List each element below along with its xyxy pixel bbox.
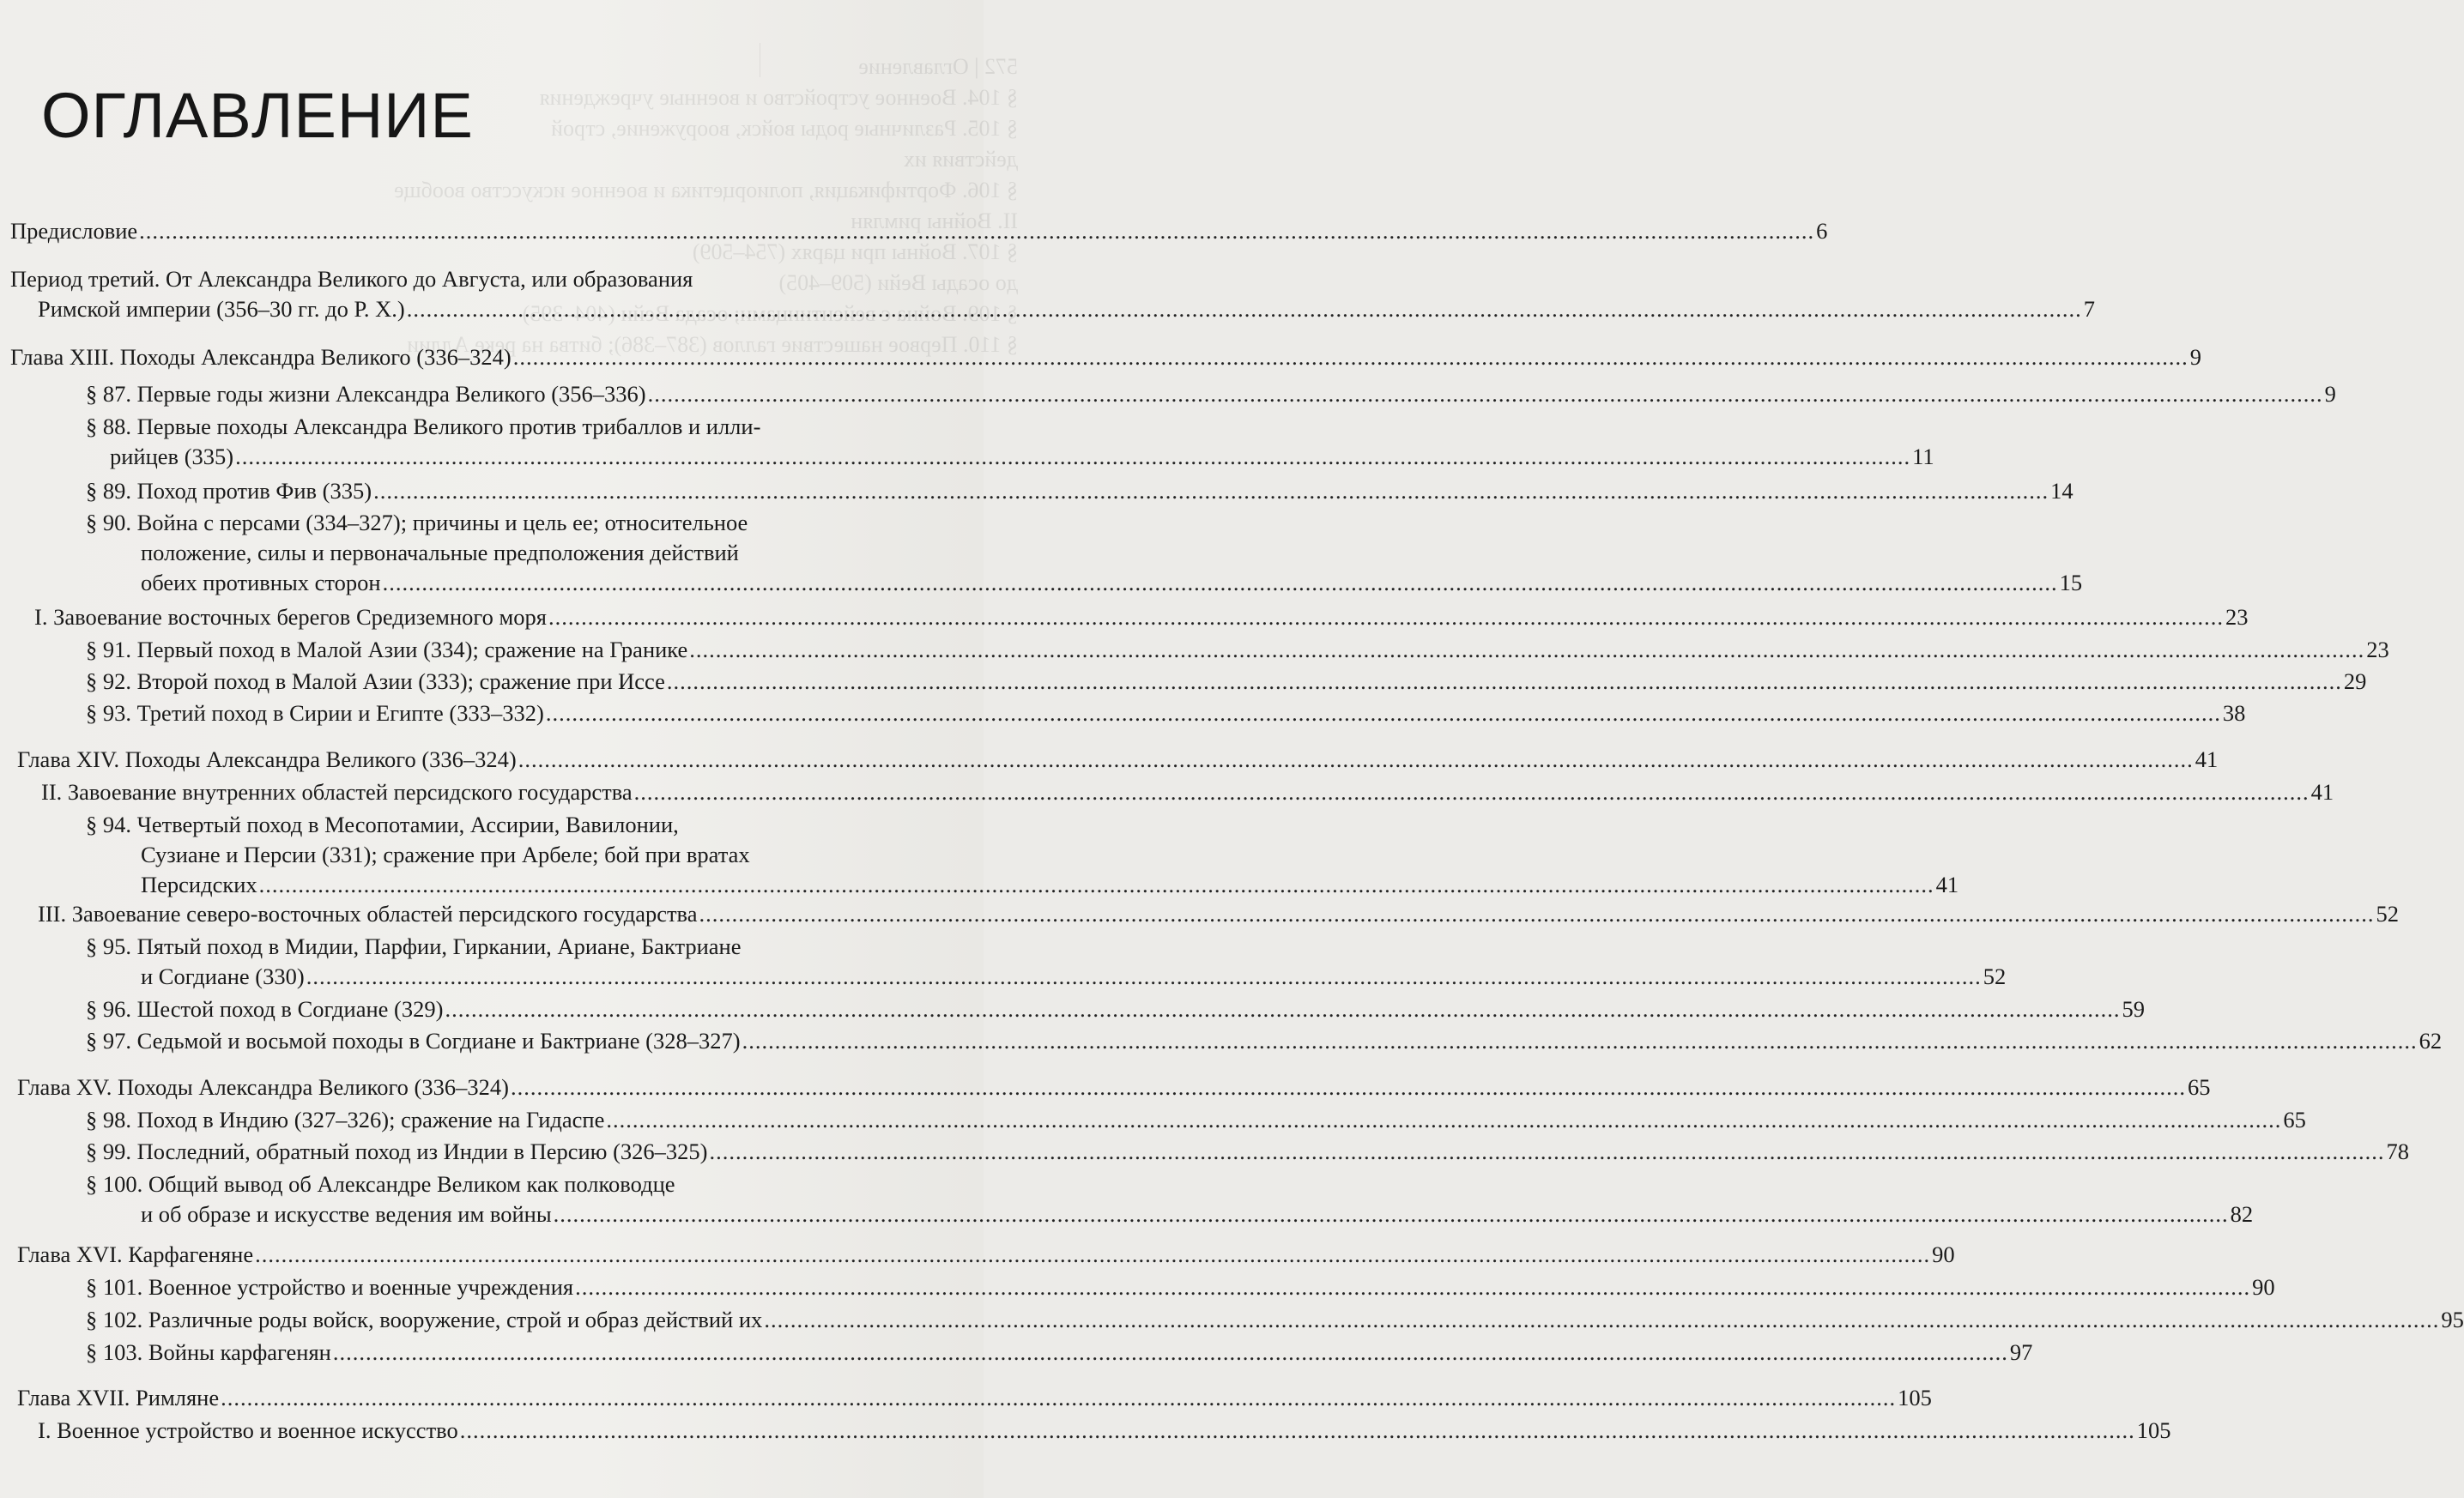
dot-leader [306,962,1982,992]
toc-page-number: 15 [2059,570,2083,595]
toc-page-number: 65 [2187,1074,2211,1100]
toc-entry[interactable] [86,1105,2306,1135]
toc-entry-text: II. Завоевание внутренних областей персидского государства [41,779,633,805]
toc-entry[interactable] [86,1137,2410,1167]
toc-entry[interactable] [86,1026,2443,1056]
toc-entry-text: Персидских [141,872,257,897]
dot-leader [575,1272,2250,1302]
toc-entry-text: § 99. Последний, обратный поход из Индии в Персию (326–325) [86,1139,708,1164]
toc-entry-text: Предисловие [10,218,138,244]
toc-entry[interactable] [86,667,2367,697]
ghost-line: § 110. Первое нашествие галлов (387–386); битва на реке Аллии [407,332,1018,357]
toc-page-number: 78 [2386,1139,2410,1164]
dot-leader [445,994,2120,1024]
toc-entry-text: § 90. Война с персами (334–327); причины и цель ее; относительное [86,510,748,535]
dot-leader [634,777,2310,807]
toc-page-number: 90 [1932,1241,1955,1267]
toc-page-number: 82 [2230,1201,2254,1227]
toc-entry[interactable] [86,932,2007,992]
dot-leader [513,342,2189,372]
toc-entry-text: § 100. Общий вывод об Александре Великом как полководце [86,1171,675,1197]
dot-leader [606,1105,2281,1135]
toc-entry-text: Римской империи (356–30 гг. до Р. Х.) [38,296,405,322]
toc-entry[interactable] [86,1169,2254,1229]
dot-leader [373,476,2049,506]
toc-entry-text: § 101. Военное устройство и военные учреждения [86,1274,574,1300]
toc-entry-text: I. Завоевание восточных берегов Средиземного моря [34,604,547,630]
toc-entry-text: § 98. Поход в Индию (327–326); сражение на Гидаспе [86,1107,605,1133]
toc-page-number: 41 [2195,746,2219,772]
toc-page-number: 6 [1816,218,1828,244]
toc-page-number: 52 [2376,901,2399,927]
toc-entry-text: I. Военное устройство и военное искусство [38,1417,458,1443]
toc-entry[interactable] [86,1272,2275,1302]
toc-page-number: 105 [1898,1385,1932,1410]
toc-entry[interactable] [38,1416,2171,1446]
dot-leader [742,1026,2418,1056]
toc-entry-text: Глава XIV. Походы Александра Великого (336–324) [17,746,517,772]
toc-entry[interactable] [86,412,1934,472]
ghost-line: II. Войны римлян [851,208,1018,233]
ghost-line: § 104. Военное устройство и военные учреждения [539,85,1018,110]
dot-leader [667,667,2342,697]
toc-page-number: 14 [2050,478,2074,504]
toc-entry-text: Глава XIII. Походы Александра Великого (336–324) [10,344,512,370]
toc-entry-text: § 92. Второй поход в Малой Азии (333); сражение при Иссе [86,668,665,694]
ghost-line: § 109. Война с вейентинцами; осада Вейи (404–395) [522,301,1018,326]
toc-entry-text: § 97. Седьмой и восьмой походы в Согдиане и Бактриане (328–327) [86,1028,741,1054]
toc-entry[interactable] [86,476,2074,506]
dot-leader [255,1240,1930,1270]
toc-page-number: 90 [2252,1274,2275,1300]
toc-entry-text: обеих противных сторон [141,570,381,595]
toc-entry[interactable] [86,1305,2464,1335]
toc-entry-text: § 103. Войны карфагенян [86,1339,331,1365]
ghost-line: до осады Вейи (509–405) [778,270,1018,295]
toc-page-number: 38 [2222,700,2246,726]
toc-page-number: 97 [2009,1339,2033,1365]
toc-entry[interactable] [86,994,2145,1024]
toc-entry-text: § 91. Первый поход в Малой Азии (334); сражение на Гранике [86,637,688,662]
toc-entry[interactable] [17,745,2219,775]
toc-page-number: 29 [2343,668,2367,694]
toc-page-number: 23 [2225,604,2249,630]
toc-entry[interactable] [17,1383,1932,1413]
toc-entry-text: Глава XVI. Карфагеняне [17,1241,254,1267]
toc-entry-text: III. Завоевание северо-восточных областей персидского государства [38,901,698,927]
toc-entry[interactable] [86,810,1959,900]
toc-entry[interactable] [34,602,2249,632]
toc-page-number: 9 [2324,381,2336,407]
dot-leader [235,442,1910,472]
toc-entry[interactable] [17,1240,1955,1270]
dot-leader [511,1072,2186,1102]
toc-entry-text: и Согдиане (330) [141,963,305,989]
toc-entry[interactable] [86,508,2083,598]
toc-entry-text: § 94. Четвертый поход в Месопотамии, Ассирии, Вавилонии, [86,812,679,837]
toc-entry[interactable] [41,777,2334,807]
dot-leader [383,568,2058,598]
toc-entry[interactable] [86,635,2389,665]
dot-leader [554,1199,2229,1229]
dot-leader [407,294,2082,324]
toc-entry[interactable] [38,899,2399,929]
toc-entry-text: Глава XVII. Римляне [17,1385,220,1410]
toc-entry[interactable] [86,698,2246,728]
toc-entry-text: и об образе и искусстве ведения им войны [141,1201,552,1227]
ghost-line: § 106. Фортификация, полиорцетика и военное искусство вообще [394,178,1018,202]
toc-entry-text: положение, силы и первоначальные предположения действий [141,540,739,565]
ghost-line: действия их [903,147,1018,172]
dot-leader [139,216,1814,246]
toc-entry[interactable] [86,379,2336,409]
dot-leader [518,745,2194,775]
dot-leader [699,899,2374,929]
toc-entry-text: § 96. Шестой поход в Согдиане (329) [86,996,444,1022]
toc-entry-text: § 93. Третий поход в Сирии и Египте (333–332) [86,700,544,726]
toc-entry-text: Глава XV. Походы Александра Великого (336–324) [17,1074,509,1100]
toc-entry[interactable] [86,1338,2033,1368]
toc-page-number: 41 [1935,872,1959,897]
page-title: ОГЛАВЛЕНИЕ [41,80,474,151]
ghost-line: § 105. Различные роды войск, вооружение, строй [551,116,1018,141]
toc-page-number: 9 [2189,344,2201,370]
dot-leader [710,1137,2385,1167]
toc-page-number: 11 [1912,444,1934,469]
toc-entry[interactable] [17,1072,2211,1102]
toc-page-number: 23 [2366,637,2389,662]
toc-page-number: 59 [2122,996,2145,1022]
dot-leader [546,698,2221,728]
toc-entry-text: § 95. Пятый поход в Мидии, Парфии, Гиркании, Ариане, Бактриане [86,933,742,959]
dot-leader [460,1416,2135,1446]
toc-entry-text: § 87. Первые годы жизни Александра Великого (356–336) [86,381,646,407]
toc-page-number: 95 [2441,1307,2464,1332]
toc-entry-text: Период третий. От Александра Великого до Августа, или образования [10,266,693,292]
dot-leader [259,870,1934,900]
dot-leader [689,635,2364,665]
toc-entry-text: § 102. Различные роды войск, вооружение, строй и образ действий их [86,1307,763,1332]
toc-entry-text: рийцев (335) [110,444,234,469]
dot-leader [221,1383,1896,1413]
dot-leader [648,379,2323,409]
ghost-running-head: 572 | Оглавление [858,54,1018,79]
toc-entry-text: § 89. Поход против Фив (335) [86,478,372,504]
toc-page-number: 105 [2136,1417,2171,1443]
ghost-line: § 107. Войны при царях (754–509) [692,239,1018,264]
dot-leader [548,602,2224,632]
dot-leader [764,1305,2439,1335]
dot-leader [333,1338,2008,1368]
toc-page-number: 65 [2283,1107,2306,1133]
toc-page-number: 52 [1983,963,2007,989]
toc-page-number: 7 [2083,296,2095,322]
toc-entry-text: § 88. Первые походы Александра Великого против трибаллов и илли- [86,414,761,439]
toc-page-number: 62 [2419,1028,2443,1054]
toc-entry-text: Сузиане и Персии (331); сражение при Арбеле; бой при вратах [141,842,750,867]
toc-page-number: 41 [2310,779,2334,805]
